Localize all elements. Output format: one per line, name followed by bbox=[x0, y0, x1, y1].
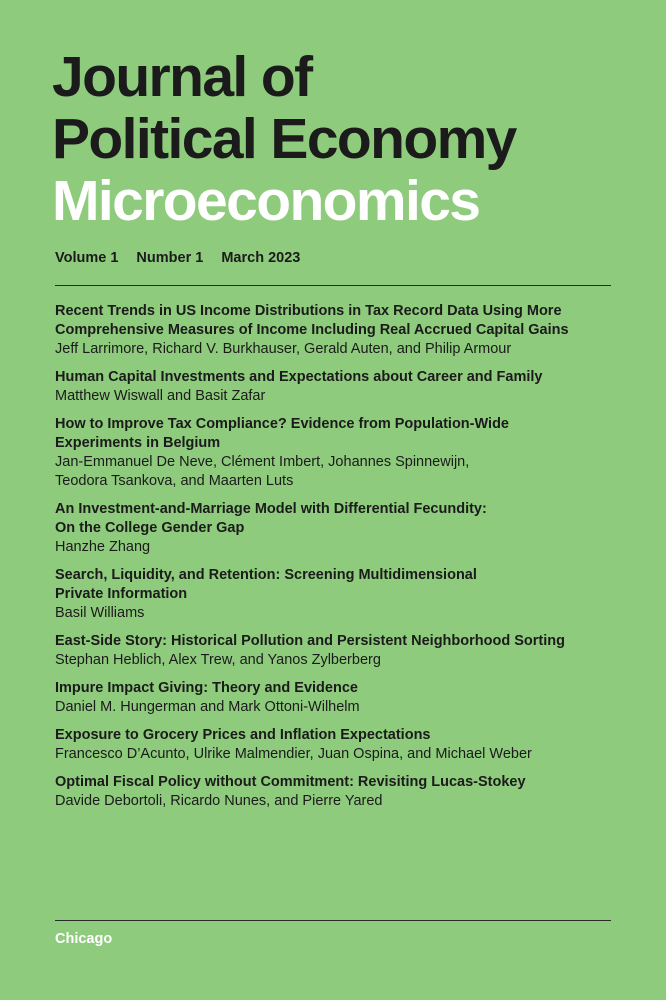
journal-subtitle: Microeconomics bbox=[52, 169, 480, 233]
article-title: How to Improve Tax Compliance? Evidence from Population-Wide Experiments in Belgium bbox=[55, 416, 509, 451]
issue-number: Number 1 bbox=[136, 250, 204, 266]
article-entry bbox=[55, 726, 625, 764]
article-title: East-Side Story: Historical Pollution and Persistent Neighborhood Sorting bbox=[55, 633, 565, 649]
article-authors: Jeff Larrimore, Richard V. Burkhauser, Gerald Auten, and Philip Armour bbox=[55, 341, 512, 357]
article-title: Recent Trends in US Income Distributions in Tax Record Data Using More Comprehensive Measures of Income Including Real Accrued Capital Gains bbox=[55, 303, 569, 338]
article-authors: Daniel M. Hungerman and Mark Ottoni-Wilhelm bbox=[55, 699, 360, 715]
article-title: Exposure to Grocery Prices and Inflation Expectations bbox=[55, 727, 431, 743]
article-authors: Matthew Wiswall and Basit Zafar bbox=[55, 388, 266, 404]
article-authors: Jan-Emmanuel De Neve, Clément Imbert, Johannes Spinnewijn, Teodora Tsankova, and Maarten Luts bbox=[55, 454, 470, 489]
article-title: An Investment-and-Marriage Model with Differential Fecundity: On the College Gender Gap bbox=[55, 501, 487, 536]
article-authors: Hanzhe Zhang bbox=[55, 539, 151, 555]
article-title: Optimal Fiscal Policy without Commitment: Revisiting Lucas-Stokey bbox=[55, 774, 526, 790]
article-entry bbox=[55, 632, 625, 670]
journal-title-line-1: Journal of bbox=[52, 45, 312, 109]
table-of-contents bbox=[55, 302, 625, 820]
publisher-name: Chicago bbox=[55, 931, 113, 947]
article-entry bbox=[55, 773, 625, 811]
bottom-divider bbox=[55, 920, 611, 921]
article-authors: Francesco D’Acunto, Ulrike Malmendier, Juan Ospina, and Michael Weber bbox=[55, 746, 532, 762]
top-divider bbox=[55, 285, 611, 286]
article-entry bbox=[55, 500, 625, 557]
article-authors: Davide Debortoli, Ricardo Nunes, and Pierre Yared bbox=[55, 793, 383, 809]
article-entry bbox=[55, 566, 625, 623]
article-authors: Stephan Heblich, Alex Trew, and Yanos Zylberberg bbox=[55, 652, 381, 668]
article-entry bbox=[55, 368, 625, 406]
issue-info bbox=[55, 250, 314, 266]
issue-volume: Volume 1 bbox=[55, 250, 119, 266]
article-entry bbox=[55, 415, 625, 491]
article-title: Human Capital Investments and Expectations about Career and Family bbox=[55, 369, 543, 385]
article-title: Search, Liquidity, and Retention: Screening Multidimensional Private Information bbox=[55, 567, 477, 602]
masthead bbox=[52, 46, 642, 232]
article-entry bbox=[55, 302, 625, 359]
journal-title-line-2: Political Economy bbox=[52, 107, 516, 171]
issue-date: March 2023 bbox=[221, 250, 301, 266]
article-entry bbox=[55, 679, 625, 717]
article-title: Impure Impact Giving: Theory and Evidence bbox=[55, 680, 358, 696]
article-authors: Basil Williams bbox=[55, 605, 145, 621]
